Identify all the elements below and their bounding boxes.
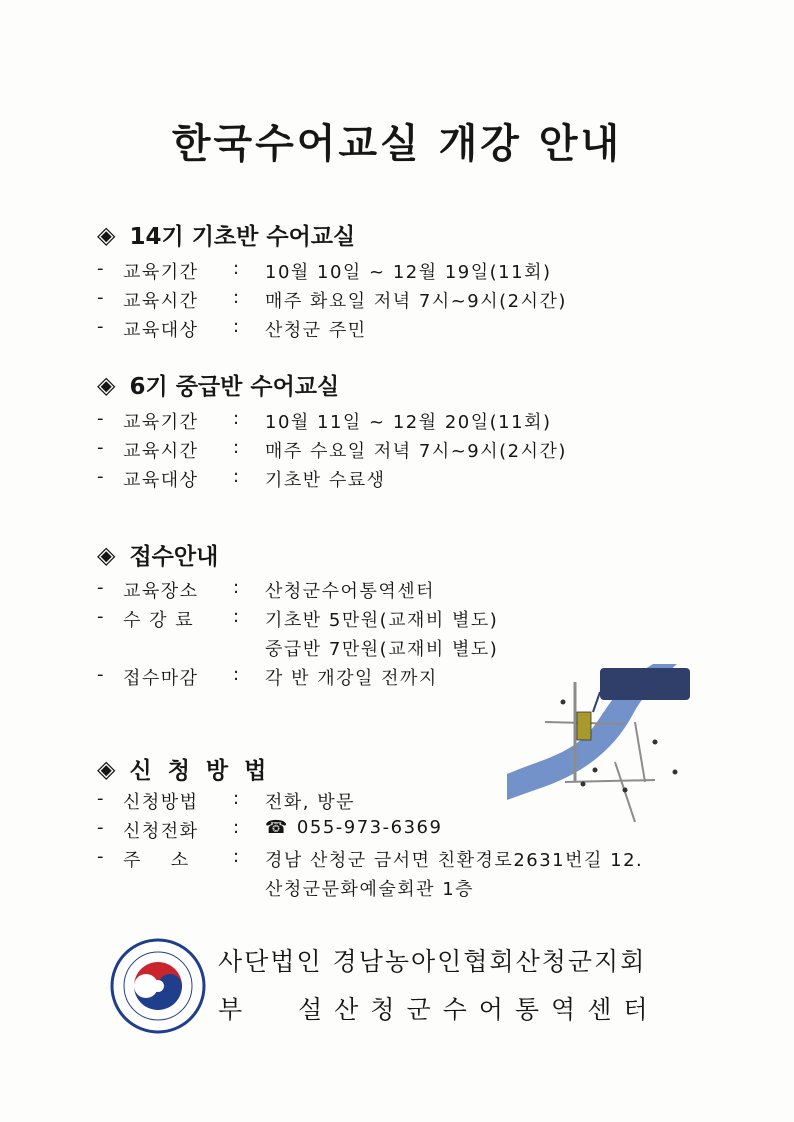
section-heading-registration [97,538,218,571]
info-row: - 교육시간 : 매주 화요일 저녁 7시~9시(2시간) [97,287,567,312]
affiliate-prefix: 부 [218,995,243,1024]
association-logo [110,938,206,1034]
section-heading-text: 접수안내 [129,544,219,570]
organization-affiliate [218,990,660,1026]
row-value: 산청군문화예술회관 1층 [265,879,475,900]
row-value: 경남 산청군 금서면 친환경로2631번길 12. [265,850,644,871]
section-heading-intermediate [97,368,339,401]
row-value: 10월 10일 ~ 12월 19일(11회) [265,262,552,283]
info-row: - 교육기간 : 10월 11일 ~ 12월 20일(11회) [97,408,552,433]
section-heading-text: 신 청 방 법 [129,758,271,784]
row-value: 전화, 방문 [265,792,355,813]
row-value: 기초반 수료생 [265,470,386,491]
row-label: 교육기간 [123,412,199,433]
info-row: - 교육장소 : 산청군수어통역센터 [97,577,435,602]
row-value: 055-973-6369 [296,817,443,838]
row-value: 10월 11일 ~ 12월 20일(11회) [265,412,552,433]
info-row: - 교육시간 : 매주 수요일 저녁 7시~9시(2시간) [97,437,567,462]
row-value: 기초반 5만원(교재비 별도) [265,610,499,631]
row-label: 교육대상 [123,320,199,341]
row-value: 매주 수요일 저녁 7시~9시(2시간) [265,441,567,462]
section-heading-text: 14기 기초반 수어교실 [129,224,356,250]
info-row: - 접수마감 : 각 반 개강일 전까지 [97,664,438,689]
diamond-bullet-icon: ◈ [97,220,116,249]
page-title: 한국수어교실 개강 안내 [171,121,623,167]
row-label: 주 소 [123,850,190,871]
info-row: - 교육대상 : 기초반 수료생 [97,466,386,491]
row-label: 교육대상 [123,470,199,491]
row-label: 신청방법 [123,792,199,813]
row-label: 신청전화 [123,821,199,842]
row-label: 접수마감 [123,668,199,689]
telephone-icon: ☎ [265,817,289,838]
section-heading-application [97,752,270,785]
info-row-continuation [97,875,474,901]
diamond-bullet-icon: ◈ [97,370,116,399]
row-value: 산청군 주민 [265,320,367,341]
info-row: - 주 소 : 경남 산청군 금서면 친환경로2631번길 12. [97,846,644,871]
row-label: 수 강 료 [123,610,195,631]
organization-name: 사단법인 경남농아인협회산청군지회 [218,947,647,976]
row-label: 교육시간 [123,291,199,312]
info-row-continuation [97,635,498,661]
section-heading-text: 6기 중급반 수어교실 [129,374,340,400]
info-row: - 교육기간 : 10월 10일 ~ 12월 19일(11회) [97,258,552,283]
row-value: 산청군수어통역센터 [265,581,435,602]
section-heading-basic [97,218,355,251]
row-label: 교육시간 [123,441,199,462]
row-label: 교육기간 [123,262,199,283]
row-value: 매주 화요일 저녁 7시~9시(2시간) [265,291,567,312]
affiliate-name: 설산청군수어통역센터 [298,995,660,1024]
row-value: 중급반 7만원(교재비 별도) [265,639,499,660]
info-row: - 교육대상 : 산청군 주민 [97,316,367,341]
diamond-bullet-icon: ◈ [97,540,116,569]
info-row: - 신청방법 : 전화, 방문 [97,788,355,813]
location-map [505,662,695,828]
row-label: 교육장소 [123,581,199,602]
info-row: - 수 강 료 : 기초반 5만원(교재비 별도) [97,606,499,631]
info-row: - 신청전화 : ☎ 055-973-6369 [97,817,443,842]
diamond-bullet-icon: ◈ [97,754,116,783]
row-value: 각 반 개강일 전까지 [265,668,438,689]
